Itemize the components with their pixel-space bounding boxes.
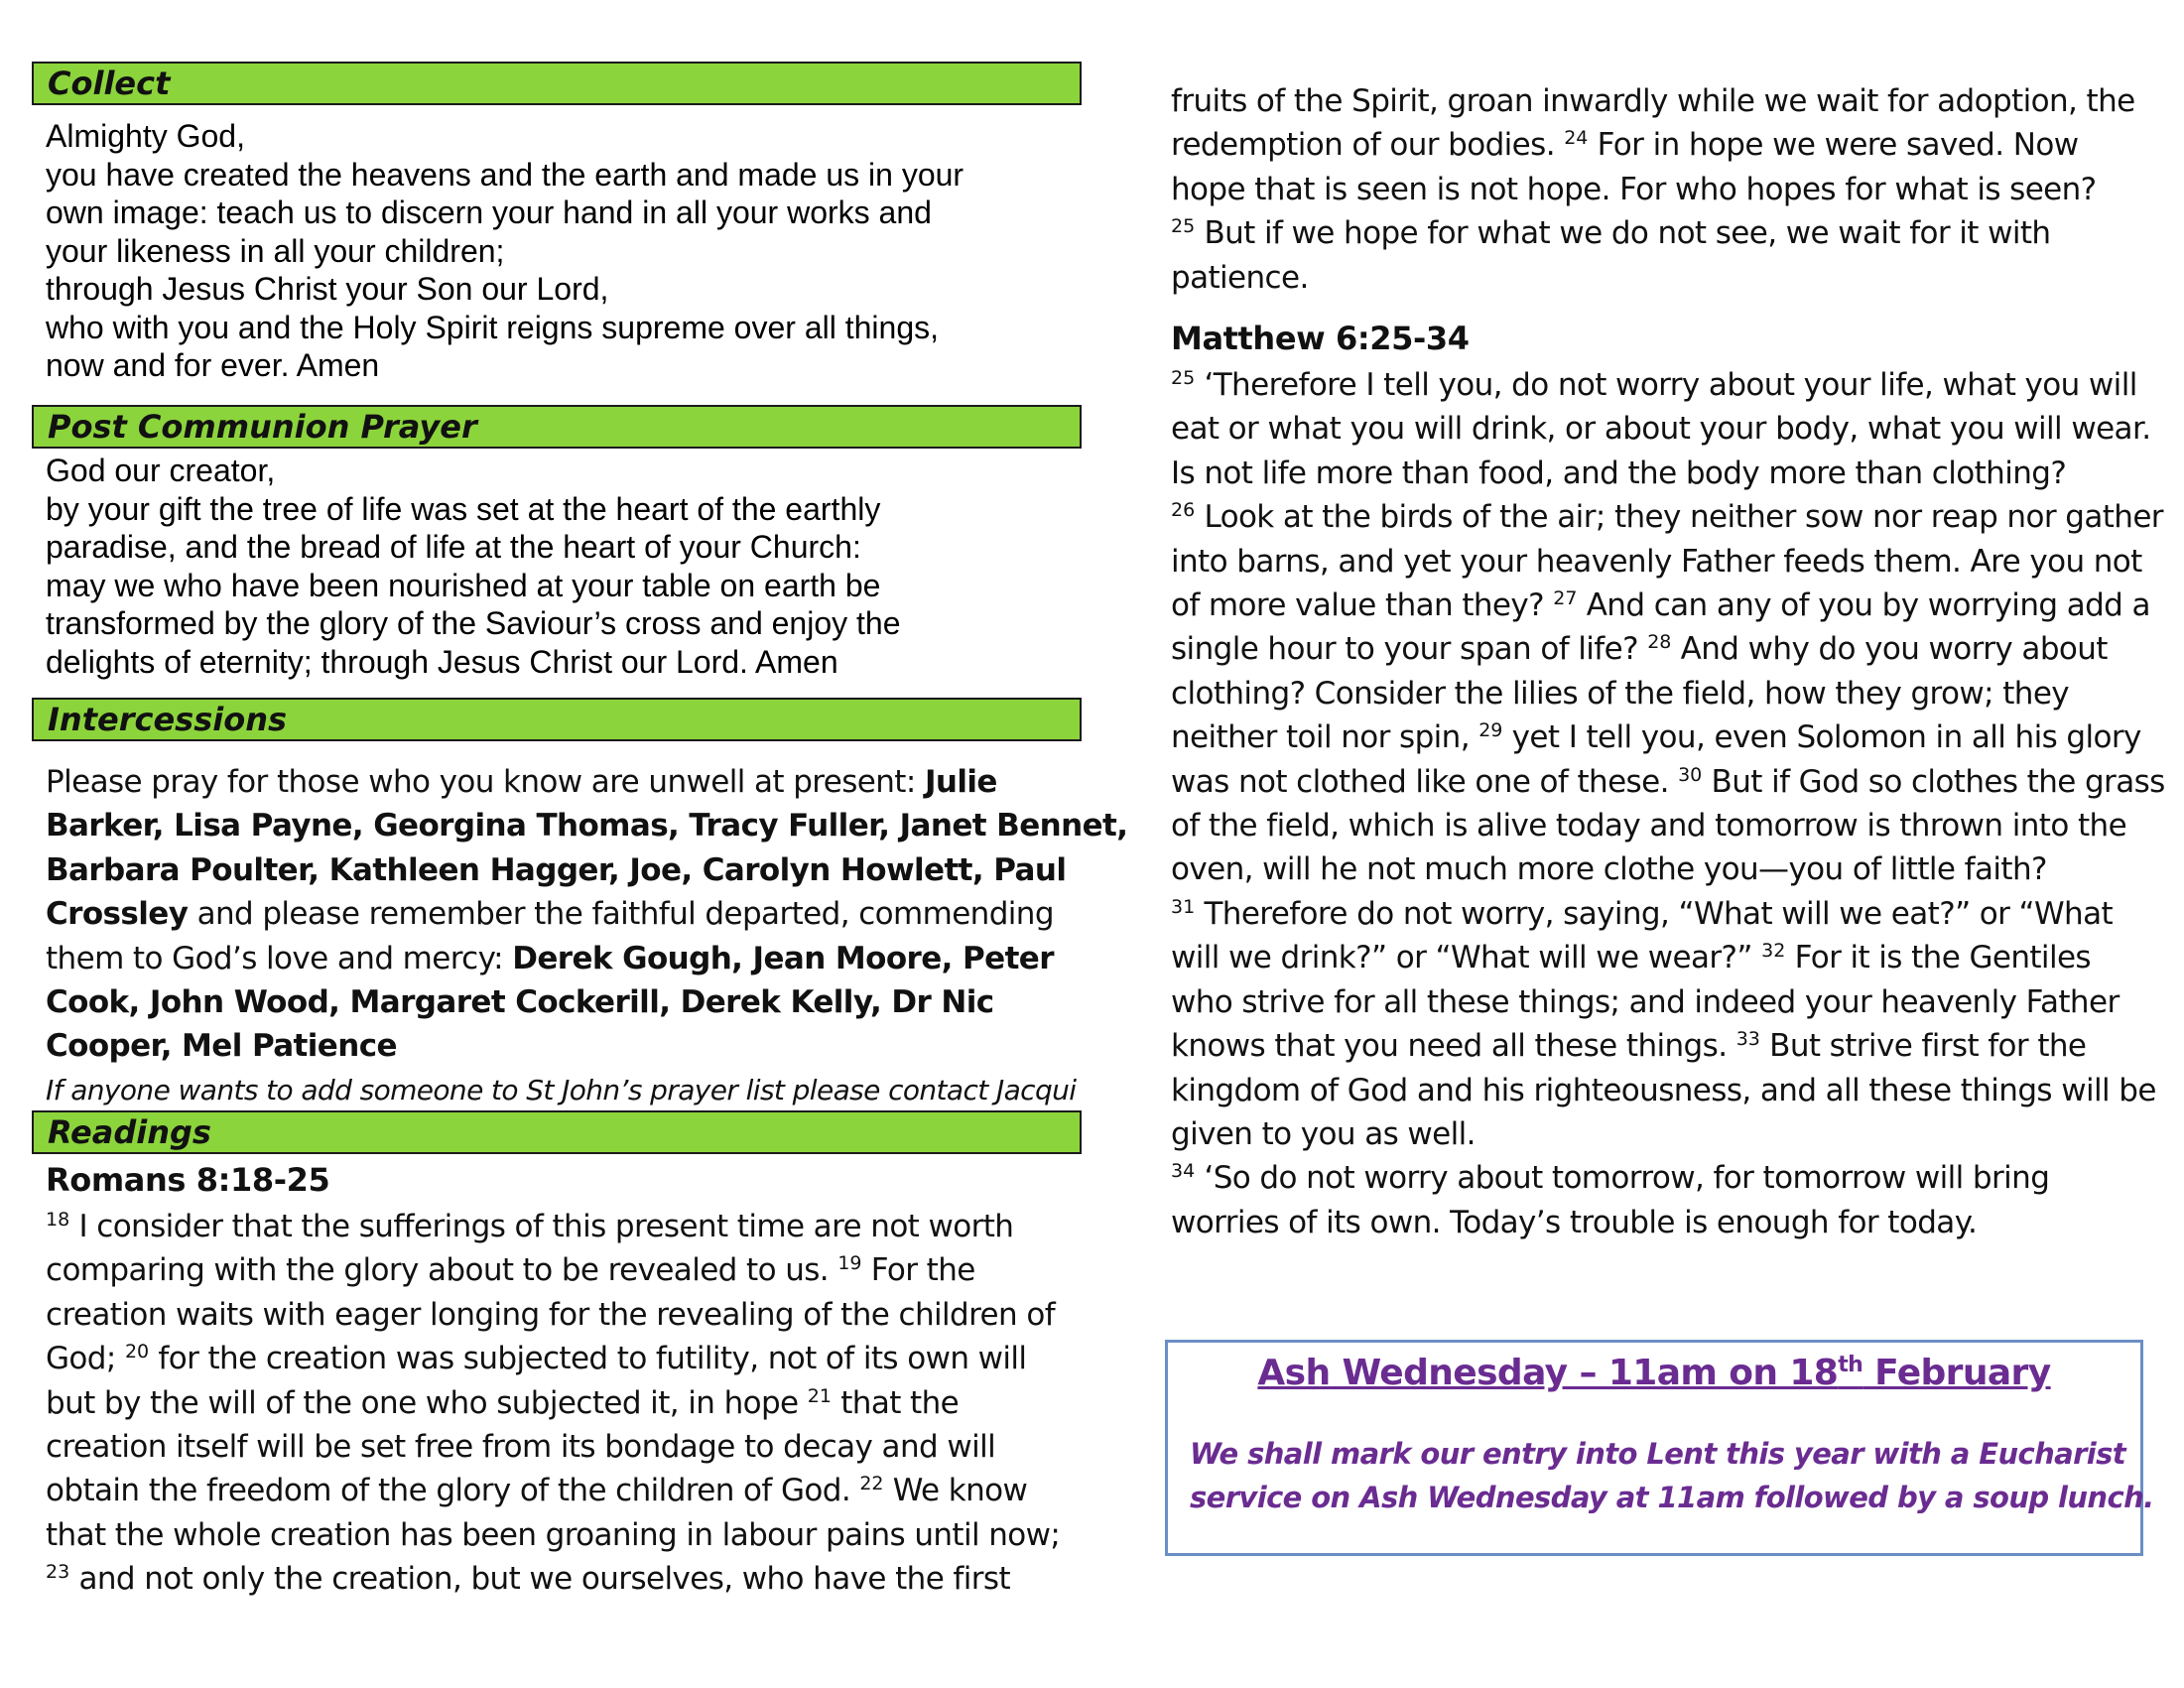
matthew-line: knows that you need all these things. $^{33}$ But strive first for the — [1171, 1028, 2087, 1065]
matthew-line: given to you as well. — [1171, 1115, 1476, 1152]
ash-wednesday-details — [1190, 1432, 2154, 1519]
matthew-line: $^{34}$ ‘So do not worry about tomorrow, for tomorrow will bring — [1171, 1160, 2050, 1197]
post-communion-line: by your gift the tree of life was set at the heart of the earthly — [46, 490, 881, 527]
collect-heading: Collect — [32, 62, 1082, 105]
collect-line: who with you and the Holy Spirit reigns supreme over all things, — [46, 309, 939, 345]
matthew-line: neither toil nor spin, $^{29}$ yet I tell you, even Solomon in all his glory — [1171, 719, 2141, 756]
collect-line: own image: teach us to discern your hand in all your works and — [46, 195, 932, 230]
unwell-names: Crossley — [46, 896, 189, 933]
verse-number: 21 — [807, 1384, 832, 1407]
matthew-line: eat or what you will drink, or about your body, what you will wear. — [1171, 411, 2151, 448]
post-communion-line: transformed by the glory of the Saviour’s cross and enjoy the — [46, 605, 901, 641]
romans-line: $^{25}$ But if we hope for what we do not see, we wait for it with — [1171, 215, 2051, 252]
matthew-line: single hour to your span of life? $^{28}$ And why do you worry about — [1171, 631, 2108, 668]
verse-number: 24 — [1564, 127, 1589, 150]
post-communion-heading: Post Communion Prayer — [32, 405, 1082, 449]
verse-number: 19 — [837, 1252, 862, 1275]
verse-number: 22 — [859, 1473, 884, 1495]
intercessions-line — [46, 804, 1127, 847]
romans-line: hope that is seen is not hope. For who hopes for what is seen? — [1171, 171, 2097, 207]
intercessions-line: them to God’s love and mercy: Derek Gough, Jean Moore, Peter — [46, 940, 1054, 976]
collect-line: you have created the heavens and the earth and made us in your — [46, 156, 964, 193]
romans-line: that the whole creation has been groaning in labour pains until now; — [46, 1516, 1061, 1553]
matthew-line: who strive for all these things; and indeed your heavenly Father — [1171, 983, 2120, 1020]
ash-wednesday-notice — [1165, 1340, 2154, 1556]
readings-heading: Readings — [32, 1110, 1082, 1154]
romans-title: Romans 8:18-25 — [46, 1161, 330, 1199]
matthew-line: of the field, which is alive today and tomorrow is thrown into the — [1171, 808, 2127, 844]
romans-line: $^{18}$ I consider that the sufferings of this present time are not worth — [46, 1209, 1014, 1244]
verse-number: 26 — [1171, 499, 1196, 522]
post-communion-line: may we who have been nourished at your table on earth be — [46, 567, 881, 603]
verse-number: 18 — [46, 1209, 70, 1231]
matthew-line: into barns, and yet your heavenly Father feeds them. Are you not — [1171, 543, 2142, 580]
verse-number: 27 — [1553, 587, 1578, 610]
matthew-line: worries of its own. Today’s trouble is enough for today. — [1171, 1204, 1978, 1240]
intercessions-line — [46, 1024, 1127, 1068]
verse-number: 20 — [124, 1341, 150, 1363]
verse-number: 31 — [1171, 895, 1196, 918]
matthew-line: oven, will he not much more clothe you—you of little faith? — [1171, 851, 2047, 888]
prayer-list-note: If anyone wants to add someone to St John’s prayer list please contact Jacqui — [46, 1074, 1077, 1106]
matthew-line: $^{25}$ ‘Therefore I tell you, do not worry about your life, what you will — [1171, 367, 2137, 403]
romans-line: patience. — [1171, 259, 1309, 296]
romans-line: creation waits with eager longing for the revealing of the children of — [46, 1296, 1056, 1333]
verse-number: 33 — [1735, 1028, 1760, 1051]
ash-wednesday-line: service on Ash Wednesday at 11am followed by a soup lunch. — [1190, 1481, 2154, 1514]
departed-names: Cook, John Wood, Margaret Cockerill, Derek Kelly, Dr Nic — [46, 984, 994, 1021]
ash-wednesday-line: We shall mark our entry into Lent this year with a Eucharist — [1190, 1437, 2126, 1471]
collect-line: Almighty God, — [46, 118, 245, 154]
collect-line: through Jesus Christ your Son our Lord, — [46, 271, 609, 307]
matthew-line: Is not life more than food, and the body more than clothing? — [1171, 454, 2067, 491]
intercessions-line — [46, 848, 1127, 892]
collect-line: your likeness in all your children; — [46, 232, 505, 269]
matthew-line: kingdom of God and his righteousness, and all these things will be — [1171, 1072, 2156, 1108]
post-communion-line: God our creator, — [46, 453, 276, 488]
matthew-line: will we drink?” or “What will we wear?” $^{32}$ For it is the Gentiles — [1171, 940, 2091, 976]
post-communion-text — [46, 452, 1078, 681]
romans-line: God; $^{20}$ for the creation was subjected to futility, not of its own will — [46, 1341, 1027, 1377]
intercessions-line — [46, 980, 1127, 1024]
verse-number: 32 — [1761, 940, 1786, 963]
verse-number: 28 — [1647, 631, 1672, 654]
romans-line: comparing with the glory about to be revealed to us. $^{19}$ For the — [46, 1252, 975, 1289]
romans-line: obtain the freedom of the glory of the children of God. $^{22}$ We know — [46, 1473, 1028, 1509]
intercessions-line: Please pray for those who you know are unwell at present: Julie — [46, 764, 997, 800]
unwell-names: Barbara Poulter, Kathleen Hagger, Joe, Carolyn Howlett, Paul — [46, 851, 1067, 888]
romans-line: redemption of our bodies. $^{24}$ For in hope we were saved. Now — [1171, 127, 2079, 164]
matthew-text — [1171, 363, 2165, 1244]
matthew-line: was not clothed like one of these. $^{30}$ But if God so clothes the grass — [1171, 763, 2165, 800]
unwell-names: Julie — [924, 764, 997, 800]
verse-number: 34 — [1171, 1160, 1196, 1183]
matthew-line: $^{26}$ Look at the birds of the air; they neither sow nor reap nor gather — [1171, 499, 2163, 536]
post-communion-line: delights of eternity; through Jesus Christ our Lord. Amen — [46, 643, 838, 680]
verse-number: 25 — [1171, 367, 1196, 389]
collect-text — [46, 117, 1078, 385]
romans-line: $^{23}$ and not only the creation, but we ourselves, who have the first — [46, 1561, 1011, 1598]
matthew-line: of more value than they? $^{27}$ And can any of you by worrying add a — [1171, 587, 2150, 624]
verse-number: 30 — [1678, 763, 1703, 786]
intercessions-line: Crossley and please remember the faithful departed, commending — [46, 896, 1054, 933]
ash-wednesday-title: Ash Wednesday – 11am on 18th February — [1257, 1353, 2051, 1393]
romans-line: fruits of the Spirit, groan inwardly while we wait for adoption, the — [1171, 83, 2135, 119]
intercessions-text — [46, 760, 1127, 1069]
post-communion-line: paradise, and the bread of life at the heart of your Church: — [46, 529, 861, 565]
verse-number: 23 — [46, 1561, 70, 1584]
unwell-names: Barker, Lisa Payne, Georgina Thomas, Tracy Fuller, Janet Bennet, — [46, 808, 1128, 844]
matthew-line: clothing? Consider the lilies of the field, how they grow; they — [1171, 675, 2070, 712]
collect-line: now and for ever. Amen — [46, 347, 380, 383]
matthew-title: Matthew 6:25-34 — [1171, 320, 1470, 357]
matthew-line: $^{31}$ Therefore do not worry, saying, “What will we eat?” or “What — [1171, 895, 2114, 932]
verse-number: 25 — [1171, 215, 1196, 238]
departed-names: Cooper, Mel Patience — [46, 1028, 397, 1065]
romans-line: creation itself will be set free from its bondage to decay and will — [46, 1429, 996, 1466]
romans-text — [46, 1205, 1060, 1602]
departed-names: Derek Gough, Jean Moore, Peter — [512, 940, 1054, 976]
romans-continued — [1171, 79, 2135, 300]
romans-line: but by the will of the one who subjected it, in hope $^{21}$ that the — [46, 1384, 960, 1421]
intercessions-heading: Intercessions — [32, 698, 1082, 741]
verse-number: 29 — [1478, 719, 1503, 742]
